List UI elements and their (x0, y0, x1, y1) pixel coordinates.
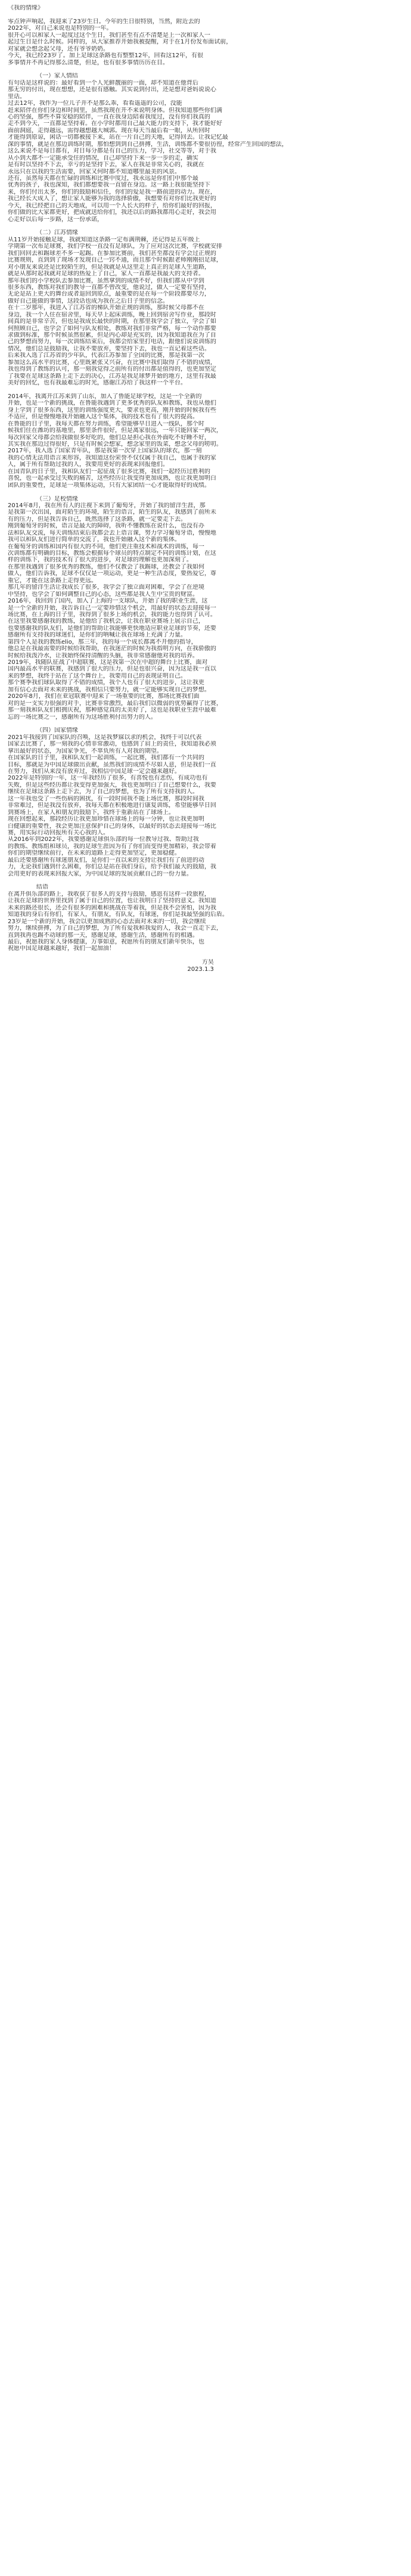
text-line: 拿出最好的状态，为国家争光，不辜负所有人对我的期望。 (8, 747, 163, 755)
article-document (0, 0, 411, 973)
text-line: 间真的是非常辛苦，但也是我成长最快的时期，在那里我学会了独立，学会了如 (8, 318, 216, 325)
text-line: 在离开俱乐部的路上，我收获了很多人的支持与鼓励，感恩有这样一段旅程， (8, 890, 210, 898)
text-line: 多事情并不再记得那么清楚，但是，也有很多事情历历在目。 (8, 59, 169, 66)
text-line: 优秀的孩子，我也深知，我们都想要我一直留在身边。这一路上我很能坚持下 (8, 182, 210, 189)
text-line (8, 489, 403, 495)
text-line: 白健康的重要性，我会更加注意保护自己的身体，以最好的状态去迎接每一场比 (8, 823, 216, 830)
section-heading: （四）国家情缘 (36, 727, 78, 734)
text-line: 我的心情无法用语言来形容，我知道这份荣誉不仅仅属于我自己，也属于我的家 (8, 454, 216, 461)
text-line: 让我在足球的世界里找到了属于自己的位置，也让我明白了坚持的意义。我知道 (8, 898, 216, 905)
text-line: 重它，才能在这条路上走得更远。 (8, 577, 97, 584)
text-line: 在十二岁那年，我进入了江苏省的梯队开始正规的训练，那时候父母都不在 (8, 305, 204, 312)
text-line: 面前洞庭，走得越远，需得越想越大城郭。现在每天当最后看一眼，从所回时 (8, 127, 210, 134)
text-line (8, 11, 403, 18)
text-line: 我已经长大成人了，想让家人能够为我的选择骄傲，我想要有对你们比我更好的 (8, 195, 216, 203)
text-line: 做人，他们告诉我，足球不仅仅是一项运动，更是一种生活态度，要热爱它，尊 (8, 570, 216, 578)
text-line: 在那里我遇到了很多优秀的教练，他们不仅教会了我踢球，还教会了我如何 (8, 563, 204, 570)
text-line: 有的压力，但是我告诉自己，既然选择了这条路，就一定要走下去。 (8, 516, 186, 523)
text-line: 场比赛，在上海的日子里，我得到了很多上场的机会，我的能力也得到了认可。 (8, 611, 216, 618)
text-line: 今天，我已经23岁了。加上足球这条路也有整整12年，回看这12年，有很 (8, 52, 204, 60)
text-line: 对家就会想念起父母，还有爷爷奶奶。 (8, 45, 109, 52)
text-line: 第四个人是我的教练elio，那三年，我的每一个成长都离不开他的指导， (8, 638, 197, 645)
text-line: 次训练都有明确的目标，教练会根据每个球员的特点制定不同的训练计划，在这 (8, 550, 216, 557)
text-line: 情况，他们总是鼓励我，让我不要放弃，要坚持下去，我也一直记着这些话。 (8, 345, 210, 352)
text-line: 知道我的身后有你们，有家人，有朋友，有队友，有球迷，你们是我最坚强的后盾。 (8, 911, 228, 918)
text-line: 那无穷的付出，现在想想，还是很有感触。其实说到付出，还是想对爸妈说说心 (8, 86, 216, 94)
text-line: 他总是在我最需要的时候给我帮助，在我迷茫的时候为我指明方向，在我骄傲的 (8, 645, 216, 653)
text-line: 样的训练下，我的技术有了很大的进步，对足球的理解也更加深刻了。 (8, 557, 192, 564)
text-line: 努力，继续拼搏，为了自己的梦想，为了所有爱我和我爱的人，我会一直走下去， (8, 925, 222, 932)
text-line: 才能得到原谅，闲话一切都被接下来，站在一片自己的天地，记得回去。让我记忆最 (8, 134, 228, 141)
text-line: 最后，祝愿我的家人身体健康，万事如意，祝愿所有的朋友们新年快乐，也 (8, 938, 204, 945)
text-line: 2021年我接到了国家队的召唤，这是我梦寐以求的机会，我终于可以代表 (8, 734, 202, 741)
text-line: 无论是站上更大的舞台或者退回到原点，最重要的是在每一个阶段都要尽力， (8, 291, 210, 298)
text-line: 国内最高水平的联赛，我感到了很大的压力，但是也很兴奋，因为这是我一直以 (8, 666, 216, 673)
text-line: 人，属于所有帮助过我的人，我要用更好的表现来回报他们。 (8, 461, 169, 468)
text-line: 零点钟声响起，我迎来了23岁生日。今年的生日很特别，当然，附近去的 (8, 18, 200, 25)
text-line: 其实我在那边过得很好，只是有时候会想家，想念家里的饭菜，想念父母的唠叨。 (8, 441, 222, 448)
text-line: 不适应，但是慢慢地我开始融入这个集体，我的技术也有了很大的提高。 (8, 414, 198, 421)
text-line: 非常难过，但是我没有放弃，我每天都在积极地进行康复训练，希望能够早日回 (8, 802, 216, 809)
text-line: 了我要在足球这条路上走下去的决心，江苏是我足球梦开始的地方，这里有我最 (8, 373, 216, 380)
text-line: 做好自己能做的事情，这段话也成为我在之后日子里的信念。 (8, 297, 169, 305)
text-line: 我们回回去和踢球差不多一起踢。在参加比赛前，我们甚至都没有学会过正规的 (8, 250, 216, 257)
text-line: 是有时以坚持不下去，幸亏的是坚持下去，家人在我是非常关心的，我就在 (8, 162, 204, 169)
text-line: 最后还要感谢所有球迷朋友们，是你们一直以来的支持让我们有了前进的动 (8, 856, 204, 864)
text-line: 比赛规则，直到到了现场才发现自己一窍不通，而且那个时候跟老师刚刚招足球， (8, 257, 222, 264)
text-line: 祝愿中国足球越来越好，我们一起加油！ (8, 945, 115, 952)
text-line: 深的事情，就是在那边训练时期，那怕想到到自己拼搏，生活，训练都不要很彷徨，经常产生回国的想法， (8, 141, 288, 148)
text-line (8, 223, 403, 229)
text-line: 未来的路还很长，还会有很多的困难和挑战在等着我，但是我不会害怕，因为我 (8, 904, 216, 911)
text-line: 这么来说不是每日都有，对日每分都是有自己的压力，学习，社交等等，对于我 (8, 148, 216, 155)
text-line: 何照顾自己，也学会了如何与队友相处，教练对我们非常严格，每一个动作都要 (8, 325, 216, 332)
text-line: 美好的回忆，也有我最难忘的时光，感谢江苏给了我这样一个平台。 (8, 380, 186, 387)
text-line: 国家去比赛了，那一刻我的心情非常激动，也感到了肩上的责任，我知道我必须 (8, 741, 216, 748)
text-line: 2017年，我入选了国家青年队，那是我第一次穿上国家队的球衣，那一刻 (8, 448, 202, 455)
text-line: 23岁是一个新的开始，我会以更加成熟的心态去面对未来的一切，我会继续 (8, 918, 206, 925)
section-heading: 结语 (36, 884, 48, 891)
text-line: 参加这么高水平的比赛，心里既紧张又兴奋，在比赛中我们取得了不错的成绩， (8, 359, 216, 366)
text-line: 身上学到了很多东西，这里的训练强度更大，要求也更高，刚开始的时候我有些 (8, 406, 216, 414)
text-line: 起过生日是什么时候。同样的，从大家推荐开始我被提醒，对于在1月份发布面试前， (8, 39, 232, 46)
text-line: 身边，我一个人住在宿舍里，每天早上起床训练，晚上回到宿舍写作业，那段时 (8, 311, 216, 318)
text-line: 里话。 (8, 93, 26, 100)
signature-line: 2023.1.3 (187, 966, 214, 973)
text-line: 目标，那就是为中国足球做出贡献，虽然我们的成绩不尽如人意，但是我们一直 (8, 761, 216, 768)
text-line: 的教练、教练组和球员，我的足球生涯因为有了你们而变得更加精彩，我会带着 (8, 843, 216, 850)
text-line: 力，无论我们遇到什么困难，你们总是站在我们身后，给予我们最大的鼓励，我 (8, 864, 216, 871)
text-line: 团队的重要性，足球是一项集体运动，只有大家团结一心才能取得好的成绩。 (8, 482, 210, 489)
document-title: 《我的情缘》 (8, 5, 43, 11)
text-line: 在努力，我们从来没有放弃过，我相信中国足球一定会越来越好。 (8, 768, 180, 775)
text-line: 你们的期望继续前行，在未来的道路上走得更加坚定，更加稳健。 (8, 850, 180, 857)
text-line: 就是从那时起我就对足球的热爱上了自己，家人一直都是我最大的支持者。 (8, 271, 204, 278)
text-line: 中坚持，也学会了如何调整自己的心态，这些都是我人生中宝贵的财富。 (8, 591, 198, 598)
text-line: 这一年我也受了一些伤病的困扰，有一段时间我不能上场比赛，那段时间我 (8, 795, 204, 802)
text-line: 过去12年，我作为一位儿子并不是那么乖，看看遥遥的公司，没能 (8, 100, 182, 107)
text-line: 很开心可以和家人一起度过这个生日，我们甚至有点不清楚是上一次和家人一 (8, 32, 210, 39)
text-line: 开始，也是一个新的挑战，在鲁能我遇到了更多优秀的队友和教练，我也从他们 (8, 400, 216, 407)
text-line: 刚到葡萄牙的时候，语言是最大的障碍，我听不懂教练在说什么，也没有办 (8, 523, 204, 530)
text-line (8, 387, 403, 393)
text-line: 2019年，我随队征战了中超联赛，这是我第一次在中超的舞台上比赛，面对 (8, 659, 208, 666)
text-line: 是我第一次出国，面对陌生的环境，陌生的语言，陌生的队友，我感到了前所未 (8, 509, 216, 516)
text-line: 那个赛季我们球队取得了不错的成绩，我个人也有了很大的进步，这让我更 (8, 679, 204, 687)
text-line: 从11岁开始接触足球，我就知道这条路一定布满荆棘，还记得是五年级上 (8, 236, 200, 243)
text-line: 会用更好的表现来回报大家，为中国足球的发展贡献自己的一份力量。 (8, 870, 192, 877)
text-line: 从2016年到2022年，我要感谢足球俱乐部的每一位教导过我、帮助过我 (8, 836, 199, 843)
text-line: 那几年的留洋生活让我成长了很多，我学会了独立面对困难，学会了在逆境 (8, 584, 204, 591)
text-line: 求做到标准，那个时候虽然很累，但是内心却是充实的，因为我知道我在为了自 (8, 332, 216, 339)
text-line: 每次回家父母都会给我做很多好吃的，他们总是担心我在外面吃不好睡不好， (8, 434, 210, 441)
text-line: 2016年，我回到了国内，加入了上海的一支球队，开始了我的职业生涯，这 (8, 598, 208, 605)
text-line: 还有，虽然每天都在忙碌的训练和比赛中度过，我永远是你们们中那个最 (8, 175, 198, 182)
text-line: 来的梦想，我终于站在了这个舞台上，我要用自己的表现证明自己。 (8, 672, 186, 679)
text-line: 喜悦，也一起承受过失败的痛苦，这些经历让我变得更加成熟，也让我更加明白 (8, 475, 216, 482)
text-line (8, 66, 403, 73)
text-line: 2014年，我离开江苏来到了山东，加入了鲁能足球学校，这是一个全新的 (8, 393, 202, 400)
text-line: 到赛场上，在家人和朋友的鼓励下，我终于重新站在了球场上。 (8, 809, 175, 816)
text-line: 感谢所有支持我的球迷们，是你们的呐喊让我在球场上充满了力量。 (8, 632, 186, 639)
text-line: 我可以和队友们进行简单的交流了，我也开始融入这个新的集体。 (8, 536, 180, 544)
text-line: 在鲁能的日子里，我每天都在努力训练，希望能够早日进入一线队，那个时 (8, 420, 204, 427)
text-line: 继续在足球这条路上走下去，为了自己的梦想，也为了所有支持我的人。 (8, 789, 198, 796)
text-line: 候我们住在潍坊的基地里，那里条件很好，但是离家很远，一年只能回家一两次， (8, 427, 222, 434)
text-line: 赶来陪伴在你们身边和时间里，虽然我现在开不来说明身体。但我知道那些你们满 (8, 107, 222, 114)
text-line: 后来我入选了江苏省的少年队，代表江苏参加了全国的比赛，那是我第一次 (8, 352, 204, 359)
signature-line: 方昊 (202, 959, 214, 966)
text-line: 从小到大都不一定能承受住的情况，自己却坚持下来一步一步的走，确实 (8, 154, 198, 162)
text-line: 己的梦想而努力，每一次训练结束后，我都会给家里打电话，跟他们说说训练的 (8, 339, 216, 346)
text-line: 有句话是这样说的：最好看到一个人光鲜靓丽的一面，却不知道在他背后 (8, 79, 198, 86)
text-line: 对小朋友来说还是比较陌生的，但是我就是从这里走上真正的足球人生道路， (8, 263, 210, 271)
text-line: 在葡萄牙的训练和国内有很大的不同，他们更注重技术和战术的训练，每一 (8, 543, 204, 550)
text-line: 2014年8月，我在所有人的注视下来到了葡萄牙，开始了我的留洋生涯，那 (8, 502, 206, 509)
text-line (8, 721, 403, 727)
text-line: 2022年，对自己来说也是特别的一年。 (8, 25, 113, 32)
text-line: 在国家队的日子里，我和队友们一起训练，一起比赛，我们都有一个共同的 (8, 755, 204, 762)
text-line: 法和队友交流，每天训练结束后我都会去上语言课，努力学习葡萄牙语，慢慢地 (8, 529, 216, 536)
text-line: 对的是一支实力很强的对手，比赛非常激烈，最后我们以微弱的优势赢得了比赛， (8, 700, 222, 707)
text-line: 你们做的比大家都更好，把成就送给你们，我还以后的路我都用心走好，我会用 (8, 209, 216, 216)
section-heading: （二）江苏情缘 (36, 229, 78, 237)
section-heading: （一）家人情结 (36, 73, 78, 80)
text-line (8, 952, 403, 959)
text-line: 今天，我已经把自己的天地成，可以用一个人长大的样子，给你们最好的回报， (8, 202, 216, 209)
section-heading: （三）足校情缘 (36, 495, 78, 502)
text-line: 现在回想起来，那段经历让我更加珍惜在球场上的每一分钟，也让我更加明 (8, 816, 204, 823)
text-line: 我也得到了教练的认可，那一刻我觉得之前所有的付出都是值得的，也更加坚定 (8, 366, 216, 373)
text-line (8, 877, 403, 884)
text-line: 忘的一场比赛之一，感谢所有为这场胜利付出努力的人。 (8, 713, 157, 721)
text-line: 直到我再也踢不动球的那一天，感谢足球，感谢生活，感谢所有的相遇。 (8, 932, 198, 939)
text-line: 时候给我泼冷水，让我始终保持清醒的头脑，我非常感谢他对我的培养。 (8, 652, 198, 659)
text-line: 加有信心去面对未来的挑战，我相信只要努力，就一定能够实现自己的梦想。 (8, 686, 210, 693)
text-line: 那一刻我和队友们相拥庆祝，那种感觉真的太美好了，这也是我职业生涯中最难 (8, 707, 216, 714)
text-line: 很多东西，教练对我们的教导一直都不曾改变，他说过，做人一定要有坚持， (8, 284, 210, 291)
text-line: 2020年8月，我们在亚冠联赛中迎来了一场重要的比赛，那场比赛我们面 (8, 693, 200, 700)
text-line: 永远只在以我的生活需要，回家又何时都不知道哪里最美的风景。 (8, 168, 180, 175)
text-line: 失败，但是这些经历都让我变得更加强大，我也更加明白了自己想要什么，我要 (8, 781, 216, 789)
text-line: 在这里我要感谢我的教练，是他给了我机会，让我在职业赛场上展示自己， (8, 618, 204, 625)
text-line: 心走好以后每一步路，这一份承诺， (8, 216, 103, 223)
text-line: 走不到今天，一直都是坚持着。在小学时都用自己最大能力的支持下，我才能好好 (8, 120, 222, 128)
text-line: 是一个全新的开始，我告诉自己一定要珍惜这个机会，用最好的状态去迎接每一 (8, 604, 216, 612)
text-line: 那年我们的小学校队去参加比赛，虽然拿到的成绩不好，但我们都从中学到 (8, 277, 204, 284)
text-line: 在国青队的日子里，我和队友们一起征战了很多比赛，我们一起经历过胜利的 (8, 468, 210, 475)
text-line: 学期第一次布足球赛，我们学校一直没有足球队，为了应对这次比赛，学校就安排 (8, 243, 222, 250)
text-line: 也要感谢我的队友们，是他们的帮助让我能够更快地适应职业足球的节奏，还要 (8, 625, 216, 632)
text-line: 赛，用实际行动回报所有关心我的人。 (8, 829, 109, 836)
text-line: 心的坚强，那些不算安稳的陪伴，一直在我身边陪着我度过，没有你们我真的 (8, 114, 210, 120)
text-line: 2022年是特别的一年，这一年我经历了很多，有喜悦也有悲伤，有成功也有 (8, 775, 208, 782)
text-line: 来，你们付出太多，你们的鼓励和信任，你们的爱是我一路前进的动力。现在， (8, 188, 216, 195)
